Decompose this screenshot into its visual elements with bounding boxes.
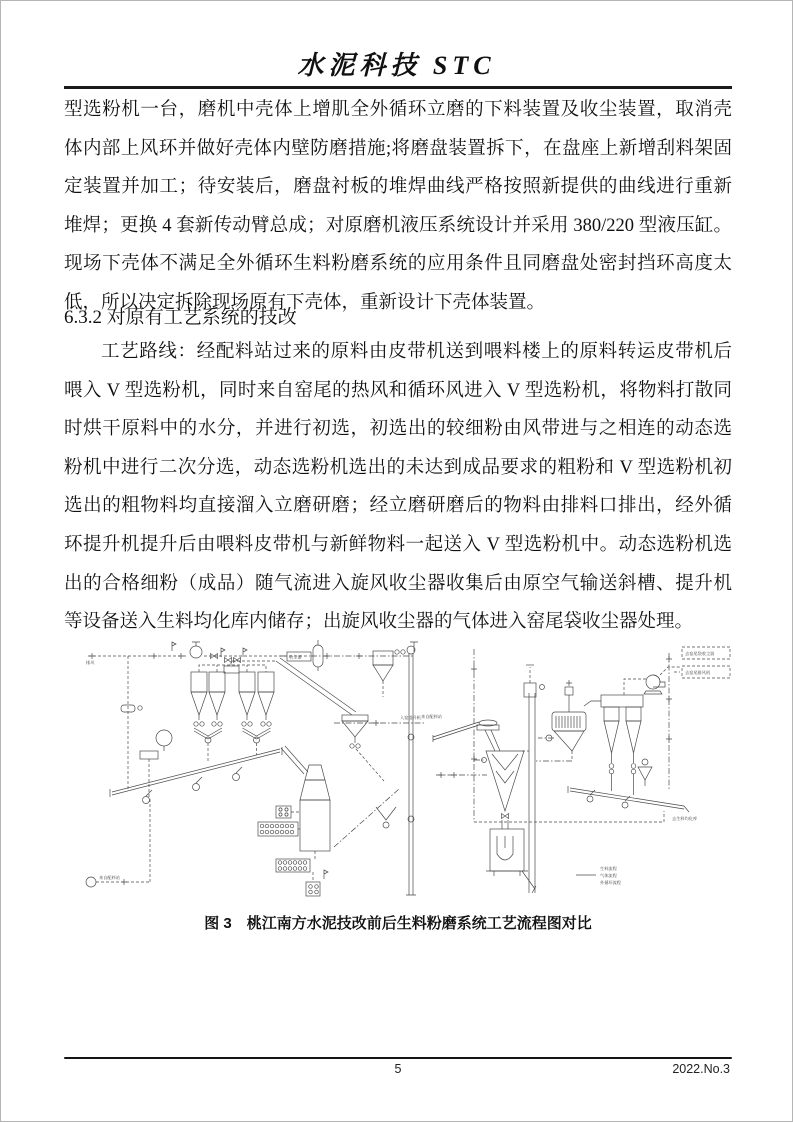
process-flow-diagram (84, 639, 746, 907)
journal-title: 水泥科技 STC (297, 51, 496, 80)
left-system-diagram (86, 640, 424, 896)
svg-text:生料流程: 生料流程 (600, 866, 617, 871)
svg-text:去生料均化库: 去生料均化库 (672, 816, 698, 821)
body-text-line: 堆焊；更换 4 套新传动臂总成；对原磨机液压系统设计并采用 380/220 型液压缸。 (64, 215, 732, 236)
header-rule (64, 86, 732, 89)
svg-text:气体流程: 气体流程 (600, 873, 617, 878)
figure-caption: 图 3 桃江南方水泥技改前后生料粉磨系统工艺流程图对比 (204, 915, 592, 932)
body-text-line: 等设备送入生料均化库内储存；出旋风收尘器的气体进入窑尾袋收尘器处理。 (64, 612, 694, 633)
body-text-line: 时烘干原料中的水分，并进行初选，初选出的较细粉由风带进与之相连的动态选 (64, 419, 732, 440)
svg-text:去窑尾袋收尘器: 去窑尾袋收尘器 (685, 651, 715, 656)
right-system-diagram (421, 647, 730, 893)
body-text-line: 低，所以决定拆除现场原有下壳体，重新设计下壳体装置。 (64, 292, 546, 313)
section-heading: 6.3.2 对原有工艺系统的技改 (64, 307, 297, 328)
body-text-line: 现场下壳体不满足全外循环生料粉磨系统的应用条件且同磨盘处密封挡环高度太 (64, 254, 732, 275)
footer-rule (64, 1057, 732, 1059)
body-text-line: 工艺路线：经配料站过来的原料由皮带机送到喂料楼上的原料转运皮带机后 (101, 342, 732, 362)
figure-3 (84, 639, 746, 907)
svg-text:来自配料站: 来自配料站 (421, 714, 442, 719)
svg-text:排风: 排风 (86, 660, 95, 665)
body-text-line: 出的合格细粉（成品）随气流进入旋风收尘器收集后由原空气输送斜槽、提升机 (64, 573, 732, 594)
paragraph-2 (64, 333, 732, 642)
svg-text:收尘器: 收尘器 (289, 654, 302, 660)
body-text-line: 喂入 V 型选粉机，同时来自窑尾的热风和循环风进入 V 型选粉机，将物料打散同 (64, 380, 732, 401)
body-text-line: 环提升机提升后由喂料皮带机与新鲜物料一起送入 V 型选粉机中。动态选粉机选 (64, 534, 732, 555)
body-text-line: 体内部上风环并做好壳体内壁防磨措施;将磨盘装置拆下，在盘座上新增刮料架固 (64, 138, 732, 159)
svg-text:来自配料站: 来自配料站 (99, 875, 120, 880)
diagram-legend (576, 865, 622, 886)
page-number: 5 (394, 1062, 402, 1076)
svg-text:去窑尾排风机: 去窑尾排风机 (685, 670, 711, 675)
svg-text:入窑提升机: 入窑提升机 (400, 715, 421, 720)
paragraph-1 (64, 91, 732, 323)
body-text-line: 粉机中进行二次分选，动态选粉机选出的未达到成品要求的粗粉和 V 型选粉机初 (64, 457, 732, 478)
flow-label-box (682, 647, 730, 678)
svg-text:外循环流程: 外循环流程 (600, 880, 621, 885)
issue-number: 2022.No.3 (672, 1062, 730, 1076)
body-text-line: 选出的粗物料均直接溜入立磨研磨；经立磨研磨后的物料由排料口排出，经外循 (64, 496, 732, 517)
body-text-line: 定装置并加工；待安装后，磨盘衬板的堆焊曲线严格按照新提供的曲线进行重新 (64, 177, 732, 198)
body-text-line: 型选粉机一台，磨机中壳体上增肌全外循环立磨的下料装置及收尘装置，取消壳 (64, 100, 732, 120)
